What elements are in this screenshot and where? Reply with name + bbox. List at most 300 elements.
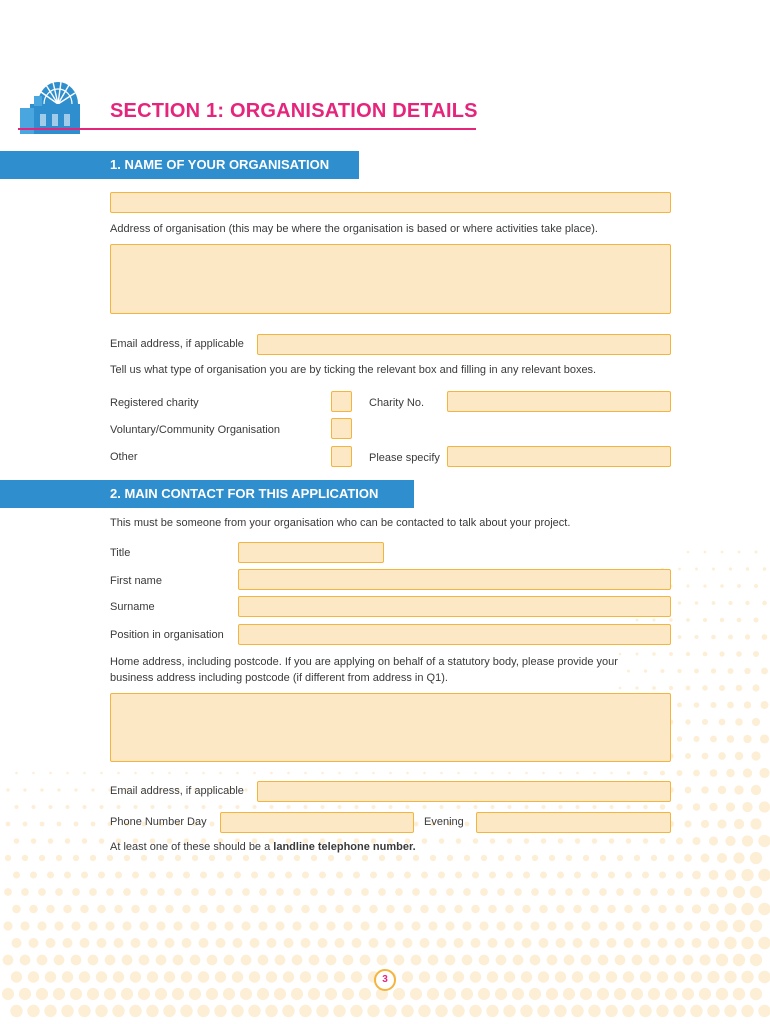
halftone-dot	[701, 820, 709, 828]
halftone-dot	[635, 686, 638, 689]
halftone-dot	[321, 772, 324, 775]
halftone-dot	[742, 835, 753, 846]
halftone-dot	[751, 751, 760, 760]
halftone-dot	[652, 618, 655, 621]
halftone-dot	[406, 772, 409, 775]
halftone-dot	[350, 1005, 362, 1017]
halftone-dot	[463, 888, 471, 896]
halftone-dot	[575, 838, 581, 844]
halftone-dot	[233, 938, 243, 948]
halftone-dot	[107, 855, 113, 861]
halftone-dot	[122, 921, 131, 930]
halftone-dot	[750, 920, 762, 932]
home-address-label-line1: Home address, including postcode. If you are applying on behalf of a statutory body, please provide your	[110, 656, 618, 668]
halftone-dot	[83, 772, 86, 775]
halftone-dot	[648, 988, 660, 1000]
halftone-dot	[371, 805, 375, 809]
halftone-dot	[693, 736, 699, 742]
halftone-dot	[181, 971, 192, 982]
halftone-dot	[481, 855, 487, 861]
halftone-dot	[360, 921, 369, 930]
halftone-dot	[554, 1005, 566, 1017]
halftone-dot	[491, 772, 494, 775]
halftone-dot	[206, 988, 218, 1000]
halftone-dot	[532, 855, 538, 861]
halftone-dot	[665, 988, 677, 1000]
halftone-dot	[184, 805, 188, 809]
org-type-instruction: Tell us what type of organisation you are by ticking the relevant box and filling in any relevant boxes.	[110, 364, 597, 376]
halftone-dot	[344, 888, 352, 896]
halftone-dot	[649, 921, 658, 930]
halftone-dot	[319, 872, 326, 879]
halftone-dot	[379, 855, 385, 861]
halftone-dot	[741, 937, 753, 949]
halftone-dot	[744, 701, 751, 708]
halftone-dot	[82, 838, 88, 844]
halftone-dot	[4, 888, 12, 896]
halftone-dot	[283, 971, 294, 982]
halftone-dot	[354, 805, 358, 809]
halftone-dot	[361, 888, 369, 896]
registered-charity-checkbox[interactable]	[331, 391, 352, 412]
halftone-dot	[454, 905, 462, 913]
halftone-dot	[440, 772, 443, 775]
halftone-dot	[576, 772, 579, 775]
halftone-dot	[750, 852, 762, 864]
halftone-dot	[547, 921, 556, 930]
halftone-dot	[267, 905, 275, 913]
halftone-dot	[760, 734, 769, 743]
halftone-dot	[708, 937, 719, 948]
halftone-dot	[38, 888, 46, 896]
registered-charity-label: Registered charity	[110, 397, 199, 409]
halftone-dot	[31, 838, 37, 844]
halftone-dot	[753, 617, 758, 622]
halftone-dot	[405, 805, 409, 809]
halftone-dot	[3, 955, 14, 966]
halftone-dot	[520, 1005, 532, 1017]
halftone-dot	[113, 971, 124, 982]
halftone-dot	[226, 855, 232, 861]
halftone-dot	[74, 788, 77, 791]
halftone-dot	[539, 938, 549, 948]
halftone-dot	[266, 971, 277, 982]
halftone-dot	[703, 652, 708, 657]
halftone-dot	[362, 855, 368, 861]
halftone-dot	[91, 788, 94, 791]
halftone-dot	[733, 852, 744, 863]
halftone-dot	[197, 1005, 209, 1017]
halftone-dot	[48, 805, 52, 809]
halftone-dot	[207, 955, 218, 966]
halftone-dot	[686, 652, 690, 656]
halftone-dot	[538, 971, 549, 982]
halftone-dot	[352, 938, 362, 948]
halftone-dot	[430, 855, 436, 861]
title-field[interactable]	[238, 542, 384, 563]
halftone-dot	[53, 988, 65, 1000]
halftone-dot	[624, 905, 632, 913]
halftone-dot	[650, 888, 658, 896]
halftone-dot	[173, 955, 184, 966]
halftone-dot	[737, 618, 742, 623]
halftone-dot	[46, 938, 56, 948]
halftone-dot	[573, 938, 583, 948]
halftone-dot	[438, 872, 445, 879]
halftone-dot	[490, 838, 496, 844]
halftone-dot	[123, 888, 131, 896]
halftone-dot	[437, 905, 445, 913]
halftone-dot	[74, 822, 79, 827]
halftone-dot	[95, 1005, 107, 1017]
position-field[interactable]	[238, 624, 671, 645]
halftone-dot	[686, 584, 689, 587]
halftone-dot	[168, 772, 171, 775]
halftone-dot	[598, 955, 609, 966]
halftone-dot	[418, 1005, 430, 1017]
halftone-dot	[692, 904, 701, 913]
halftone-dot	[96, 971, 107, 982]
halftone-dot	[210, 822, 215, 827]
halftone-dot	[63, 938, 73, 948]
halftone-dot	[32, 772, 35, 775]
halftone-dot	[745, 634, 750, 639]
halftone-dot	[233, 905, 241, 913]
halftone-dot	[274, 988, 286, 1000]
halftone-dot	[659, 872, 666, 879]
halftone-dot	[223, 988, 235, 1000]
halftone-dot	[46, 905, 54, 913]
halftone-dot	[507, 805, 511, 809]
halftone-dot	[456, 838, 462, 844]
halftone-dot	[284, 905, 292, 913]
halftone-dot	[750, 988, 762, 1000]
halftone-dot	[616, 888, 624, 896]
halftone-dot	[61, 1005, 73, 1017]
halftone-dot	[250, 938, 260, 948]
halftone-dot	[260, 855, 266, 861]
halftone-dot	[473, 838, 479, 844]
halftone-dot	[735, 718, 742, 725]
org-email-field[interactable]	[257, 334, 671, 355]
halftone-dot	[387, 872, 394, 879]
halftone-dot	[685, 719, 690, 724]
halftone-dot	[337, 805, 341, 809]
halftone-dot	[11, 971, 22, 982]
halftone-dot	[489, 872, 496, 879]
q1-heading: 1. NAME OF YOUR ORGANISATION	[0, 151, 359, 179]
halftone-dot	[719, 651, 724, 656]
organisation-name-field[interactable]	[110, 192, 671, 213]
halftone-dot	[615, 921, 624, 930]
halftone-dot	[609, 805, 613, 809]
halftone-dot	[736, 651, 742, 657]
halftone-dot	[716, 954, 728, 966]
halftone-dot	[14, 805, 18, 809]
halftone-dot	[531, 888, 539, 896]
halftone-dot	[276, 888, 284, 896]
halftone-dot	[694, 635, 698, 639]
halftone-dot	[592, 838, 598, 844]
halftone-dot	[581, 955, 592, 966]
halftone-dot	[712, 567, 715, 570]
halftone-dot	[66, 772, 69, 775]
halftone-dot	[541, 805, 545, 809]
halftone-dot	[338, 772, 341, 775]
halftone-dot	[734, 785, 743, 794]
halftone-dot	[652, 686, 656, 690]
halftone-dot	[336, 872, 343, 879]
halftone-dot	[590, 938, 600, 948]
halftone-dot	[302, 872, 309, 879]
halftone-dot	[606, 971, 617, 982]
halftone-dot	[462, 955, 473, 966]
halftone-dot	[735, 752, 743, 760]
contact-email-field[interactable]	[257, 781, 671, 802]
halftone-dot	[369, 905, 377, 913]
halftone-dot	[149, 872, 156, 879]
halftone-dot	[10, 1005, 22, 1017]
charity-no-field[interactable]	[447, 391, 671, 412]
halftone-dot	[703, 618, 707, 622]
halftone-dot	[742, 802, 752, 812]
halftone-dot	[737, 584, 741, 588]
halftone-dot	[117, 772, 120, 775]
halftone-dot	[106, 888, 114, 896]
halftone-dot	[291, 988, 303, 1000]
halftone-dot	[711, 668, 716, 673]
halftone-dot	[763, 567, 767, 571]
halftone-dot	[326, 921, 335, 930]
halftone-dot	[686, 686, 691, 691]
first-name-field[interactable]	[238, 569, 671, 590]
halftone-dot	[684, 820, 691, 827]
halftone-dot	[414, 822, 419, 827]
charity-no-label: Charity No.	[369, 397, 425, 409]
home-address-field[interactable]	[110, 693, 671, 762]
halftone-dot	[351, 971, 362, 982]
halftone-dot	[62, 971, 73, 982]
halftone-dot	[447, 855, 453, 861]
halftone-dot	[668, 855, 675, 862]
halftone-dot	[39, 855, 45, 861]
halftone-dot	[148, 938, 158, 948]
halftone-dot	[513, 955, 524, 966]
halftone-dot	[445, 955, 456, 966]
organisation-address-field[interactable]	[110, 244, 671, 314]
halftone-dot	[727, 735, 735, 743]
other-checkbox[interactable]	[331, 446, 352, 467]
halftone-dot	[599, 888, 607, 896]
halftone-dot	[727, 702, 734, 709]
halftone-dot	[207, 921, 216, 930]
halftone-dot	[733, 920, 745, 932]
halftone-dot	[762, 601, 767, 606]
halftone-dot	[685, 787, 692, 794]
halftone-dot	[292, 955, 303, 966]
halftone-dot	[695, 568, 698, 571]
halftone-dot	[558, 805, 562, 809]
halftone-dot	[410, 988, 422, 1000]
halftone-dot	[217, 872, 224, 879]
halftone-dot	[529, 988, 541, 1000]
other-label: Other	[110, 451, 138, 463]
halftone-dot	[691, 971, 702, 982]
halftone-dot	[710, 769, 718, 777]
halftone-dot	[163, 1005, 175, 1017]
halftone-dot	[711, 635, 716, 640]
halftone-dot	[268, 872, 275, 879]
halftone-dot	[752, 684, 759, 691]
halftone-dot	[676, 871, 684, 879]
halftone-dot	[496, 955, 507, 966]
halftone-dot	[488, 938, 498, 948]
section-title: SECTION 1: ORGANISATION DETAILS	[110, 100, 478, 122]
halftone-dot	[712, 601, 716, 605]
halftone-dot	[530, 955, 541, 966]
halftone-dot	[736, 685, 743, 692]
halftone-dot	[513, 921, 522, 930]
halftone-dot	[138, 988, 150, 1000]
halftone-dot	[454, 938, 464, 948]
halftone-dot	[677, 703, 682, 708]
halftone-dot	[639, 1005, 651, 1017]
halftone-dot	[29, 938, 39, 948]
halftone-dot	[738, 551, 741, 554]
halftone-dot	[724, 1005, 736, 1017]
halftone-dot	[64, 872, 71, 879]
halftone-dot	[293, 888, 301, 896]
halftone-dot	[658, 905, 666, 913]
halftone-dot	[326, 955, 337, 966]
halftone-dot	[541, 838, 547, 844]
halftone-dot	[686, 618, 690, 622]
halftone-dot	[717, 887, 728, 898]
halftone-dot	[345, 855, 351, 861]
halftone-dot	[104, 988, 116, 1000]
halftone-dot	[685, 753, 691, 759]
halftone-dot	[524, 805, 528, 809]
halftone-dot	[328, 855, 334, 861]
halftone-dot	[12, 905, 20, 913]
halftone-dot	[175, 855, 181, 861]
halftone-dot	[12, 938, 22, 948]
halftone-dot	[333, 1005, 345, 1017]
halftone-dot	[473, 805, 477, 809]
halftone-dot	[56, 855, 62, 861]
halftone-dot	[750, 886, 762, 898]
halftone-dot	[580, 988, 592, 1000]
halftone-dot	[636, 619, 639, 622]
halftone-dot	[718, 786, 726, 794]
halftone-dot	[98, 872, 105, 879]
halftone-dot	[643, 838, 649, 844]
halftone-dot	[22, 855, 28, 861]
halftone-dot	[372, 772, 375, 775]
halftone-dot	[182, 938, 192, 948]
halftone-dot	[2, 988, 14, 1000]
halftone-dot	[465, 822, 470, 827]
halftone-dot	[581, 921, 590, 930]
halftone-dot	[89, 888, 97, 896]
halftone-dot	[156, 921, 165, 930]
halftone-dot	[133, 805, 137, 809]
halftone-dot	[695, 601, 699, 605]
halftone-dot	[590, 905, 598, 913]
halftone-dot	[505, 905, 513, 913]
halftone-dot	[122, 955, 133, 966]
halftone-dot	[622, 1005, 634, 1017]
halftone-dot	[435, 1005, 447, 1017]
halftone-dot	[626, 805, 630, 809]
halftone-dot	[575, 805, 579, 809]
halftone-dot	[214, 1005, 226, 1017]
halftone-dot	[173, 921, 182, 930]
halftone-dot	[710, 702, 716, 708]
halftone-dot	[557, 872, 564, 879]
halftone-dot	[464, 855, 470, 861]
phone-day-field[interactable]	[220, 812, 414, 833]
halftone-dot	[678, 568, 681, 571]
halftone-dot	[236, 772, 239, 775]
halftone-dot	[752, 718, 760, 726]
halftone-dot	[244, 788, 247, 791]
halftone-dot	[702, 685, 707, 690]
halftone-dot	[649, 955, 660, 966]
halftone-dot	[165, 905, 173, 913]
halftone-dot	[14, 838, 20, 844]
halftone-dot	[608, 872, 615, 879]
halftone-dot	[728, 668, 734, 674]
voluntary-checkbox[interactable]	[331, 418, 352, 439]
q2-heading: 2. MAIN CONTACT FOR THIS APPLICATION	[0, 480, 414, 508]
halftone-dot	[758, 835, 770, 847]
halftone-dot	[625, 872, 632, 879]
halftone-dot	[759, 801, 770, 812]
halftone-dot	[667, 888, 675, 896]
halftone-dot	[140, 888, 148, 896]
halftone-dot	[540, 872, 547, 879]
halftone-dot	[37, 921, 46, 930]
halftone-dot	[741, 903, 753, 915]
halftone-dot	[605, 1005, 617, 1017]
halftone-dot	[164, 971, 175, 982]
halftone-dot	[130, 971, 141, 982]
halftone-dot	[479, 955, 490, 966]
halftone-dot	[219, 772, 222, 775]
halftone-dot	[394, 955, 405, 966]
halftone-dot	[619, 687, 622, 690]
halftone-dot	[512, 988, 524, 1000]
halftone-dot	[699, 954, 710, 965]
halftone-dot	[558, 838, 564, 844]
halftone-dot	[224, 955, 235, 966]
halftone-dot	[687, 551, 690, 554]
halftone-dot	[23, 788, 26, 791]
halftone-dot	[525, 772, 528, 775]
phone-evening-field[interactable]	[476, 812, 671, 833]
surname-field[interactable]	[238, 596, 671, 617]
please-specify-field[interactable]	[447, 446, 671, 467]
halftone-dot	[436, 971, 447, 982]
halftone-dot	[231, 1005, 243, 1017]
halftone-dot	[641, 938, 651, 948]
halftone-dot	[597, 988, 609, 1000]
halftone-dot	[565, 888, 573, 896]
halftone-dot	[724, 937, 736, 949]
halftone-dot	[632, 921, 641, 930]
halftone-dot	[692, 938, 702, 948]
